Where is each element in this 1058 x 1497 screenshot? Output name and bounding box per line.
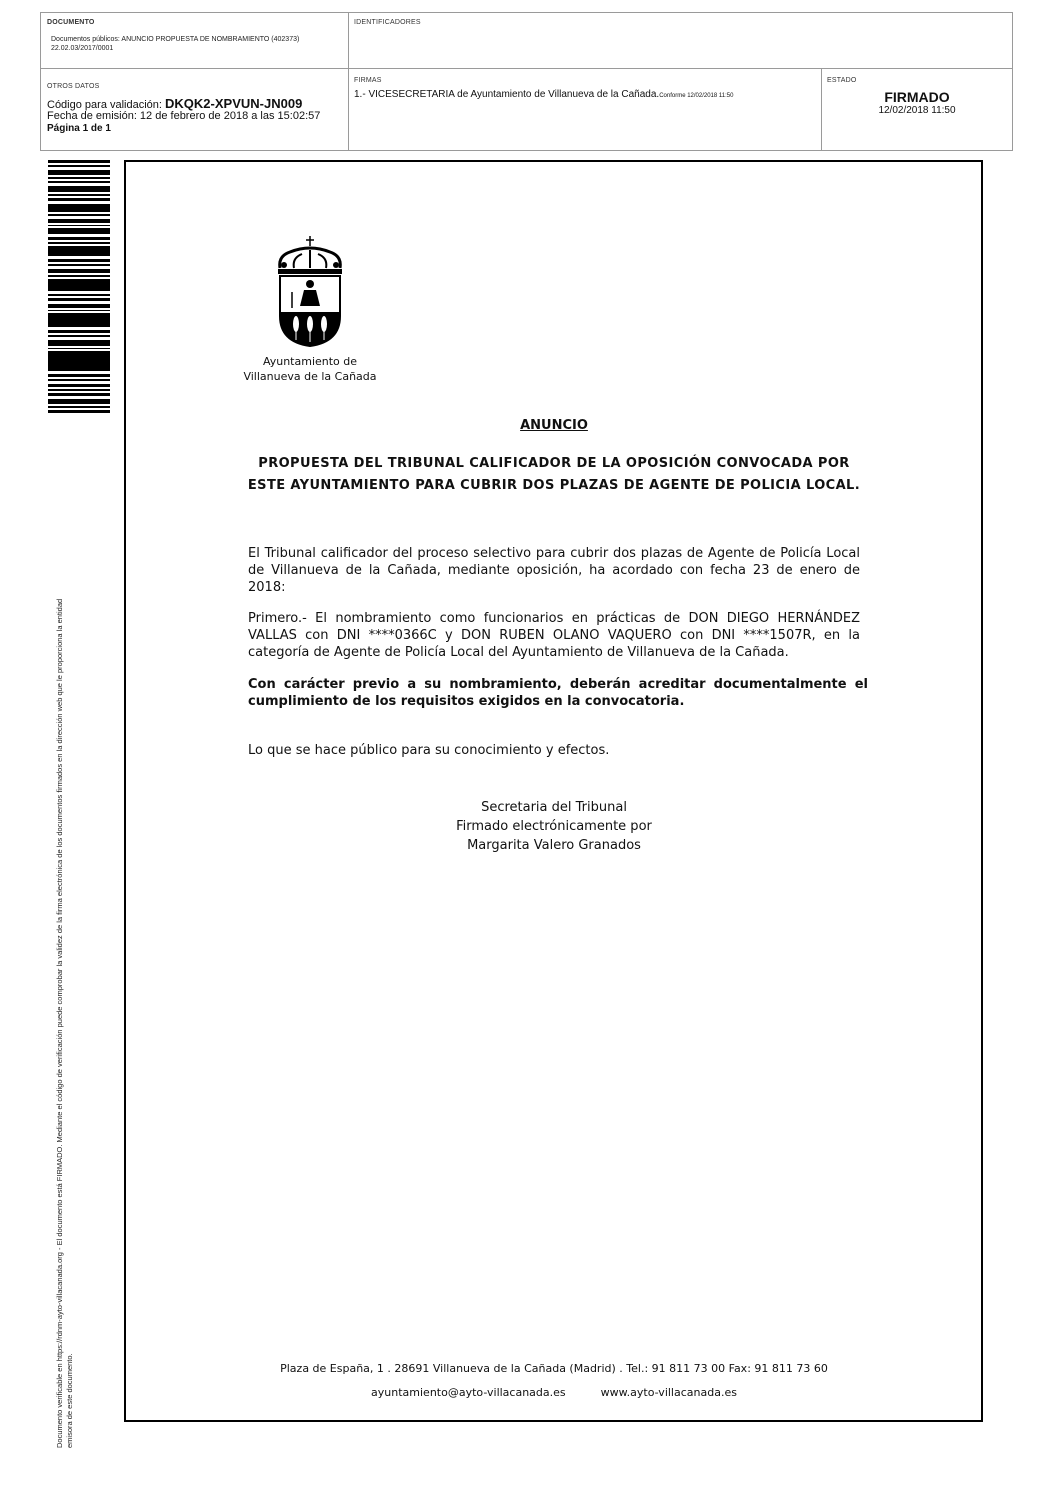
logo-caption-line1: Ayuntamiento de [262,355,358,368]
paragraph-publico: Lo que se hace público para su conocimiento y efectos. [248,743,610,758]
fecha-emision: Fecha de emisión: 12 de febrero de 2018 a las 15:02:57 [47,110,321,122]
coat-of-arms-logo [270,232,350,350]
firma-1-text: 1.- VICESECRETARIA de Ayuntamiento de Villanueva de la Cañada. [354,89,660,100]
header-divider [41,68,1012,69]
paragraph-requisitos: Con carácter previo a su nombramiento, deberán acreditar documentalmente el cumplimiento de los requisitos exigidos en la convocatoria. [248,677,868,709]
logo-caption [240,354,380,384]
documento-line2: 22.02.03/2017/0001 [51,45,114,52]
paragraph-intro: El Tribunal calificador del proceso selectivo para cubrir dos plazas de Agente de Policía Local de Villanueva de la Cañada, mediante oposición, ha acordado con fecha 23 de enero de 2018: [248,546,860,595]
codigo-prefix: Código para validación: [47,99,162,111]
estado-value: FIRMADO [884,89,950,105]
firmas-label: FIRMAS [354,77,382,84]
signature-name: Margarita Valero Granados [467,838,641,853]
verification-note [55,438,75,1448]
verification-note-line2: emisora de este documento. [65,1353,74,1448]
header-divider [348,13,349,150]
firma-1 [354,89,733,100]
estado-label: ESTADO [827,77,857,84]
footer-web[interactable]: www.ayto-villacanada.es [600,1386,737,1399]
footer-email[interactable]: ayuntamiento@ayto-villacanada.es [371,1386,566,1399]
barcode [48,160,110,415]
document-frame [124,160,983,1422]
document-heading [200,453,908,497]
heading-line2: ESTE AYUNTAMIENTO PARA CUBRIR DOS PLAZAS DE AGENTE DE POLICIA LOCAL. [247,478,861,493]
logo-caption-line2: Villanueva de la Cañada [243,370,377,383]
verification-note-line1: Documento verificable en https://rdnm-ayto-villacanada.org - El documento está FIRMADO. Mediante el código de verificación puede comprobar la validez de la firma electrónica de los documentos firmados en la dirección web que le proporciona la entidad [55,598,64,1448]
document-header [40,12,1013,151]
codigo-validacion [47,96,302,111]
heading-line1: PROPUESTA DEL TRIBUNAL CALIFICADOR DE LA OPOSICIÓN CONVOCADA POR [258,456,850,471]
footer-address: Plaza de España, 1 . 28691 Villanueva de la Cañada (Madrid) . Tel.: 91 811 73 00 Fax: 91 811 73 60 [280,1362,828,1375]
documento-label: DOCUMENTO [47,19,95,26]
estado-date: 12/02/2018 11:50 [878,105,956,116]
identificadores-label: IDENTIFICADORES [354,19,421,26]
documento-line1: Documentos públicos: ANUNCIO PROPUESTA DE NOMBRAMIENTO (402373) [51,36,300,43]
paragraph-primero: Primero.- El nombramiento como funcionarios en prácticas de DON DIEGO HERNÁNDEZ VALLAS con DNI ****0366C y DON RUBEN OLANO VAQUERO con DNI ****1507R, en la categoría de Agente de Policía Local del Ayuntamiento de Villanueva de la Cañada. [248,611,860,660]
document-title: ANUNCIO [520,418,588,433]
footer-contact [200,1386,908,1399]
pagina: Página 1 de 1 [47,123,111,134]
firma-1-small: Conforme 12/02/2018 11:50 [659,93,734,99]
signature-block [404,798,704,855]
otros-datos-label: OTROS DATOS [47,83,100,90]
codigo-value: DKQK2-XPVUN-JN009 [165,96,303,111]
signature-role: Secretaria del Tribunal [481,800,627,815]
signature-method: Firmado electrónicamente por [456,819,652,834]
